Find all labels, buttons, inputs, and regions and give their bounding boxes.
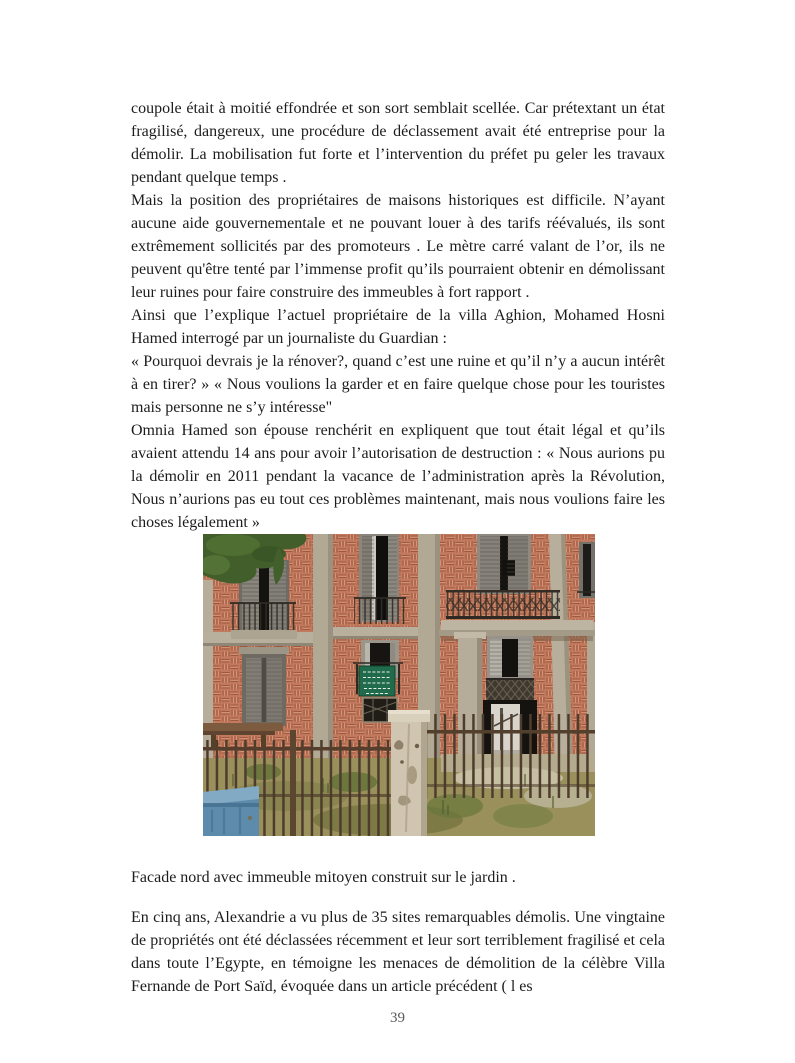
photo-caption: Facade nord avec immeuble mitoyen construit sur le jardin . — [131, 869, 516, 886]
villa-photo-figure — [203, 534, 595, 836]
paragraph-1: coupole était à moitié effondrée et son sort semblait scellée. Car prétextant un état fragilisé, dangereux, une procédure de déclassement avait été entreprise pour la démolir. La mobilisation fut forte et l’intervention du préfet pu geler les travaux pendant quelque temps . — [131, 100, 665, 186]
paragraph-2: Mais la position des propriétaires de maisons historiques est difficile. N’ayant aucune aide gouvernementale et ne pouvant louer à des tarifs réévalués, ils sont extrêmement sollicités par des promoteurs . Le mètre carré valant de l’or, ils ne peuvent qu'être tenté par l’immense profit qu’ils pourraient obtenir en démolissant leur ruines pour faire construire des immeubles à fort rapport . — [131, 192, 665, 301]
paragraph-6: En cinq ans, Alexandrie a vu plus de 35 sites remarquables démolis. Une vingtaine de propriétés ont été déclassées récemment et leur sort terriblement fragilisé et cela dans toute l’Egypte, en témoigne les menaces de démolition de la célèbre Villa Fernande de Port Saïd, évoquée dans un article précédent ( l es — [131, 909, 665, 995]
paragraph-5: Omnia Hamed son épouse renchérit en expliquent que tout était légal et qu’ils avaient attendu 14 ans pour avoir l’autorisation de destruction : « Nous aurions pu la démolir en 2011 pendant la vacance de l’administration après la Révolution, Nous n’aurions pas eu tout ces problèmes maintenant, mais nous voulions faire les choses légalement » — [131, 422, 665, 531]
body-text — [131, 97, 665, 998]
villa-photo — [203, 534, 595, 836]
paragraph-4: « Pourquoi devrais je la rénover?, quand c’est une ruine et qu’il n’y a aucun intérêt à en tirer? » « Nous voulions la garder et en faire quelque chose pour les touristes mais personne ne s’y intéresse" — [131, 353, 665, 416]
page-number: 39 — [390, 1010, 405, 1026]
paragraph-3: Ainsi que l’explique l’actuel propriétaire de la villa Aghion, Mohamed Hosni Hamed interrogé par un journaliste du Guardian : — [131, 307, 665, 347]
